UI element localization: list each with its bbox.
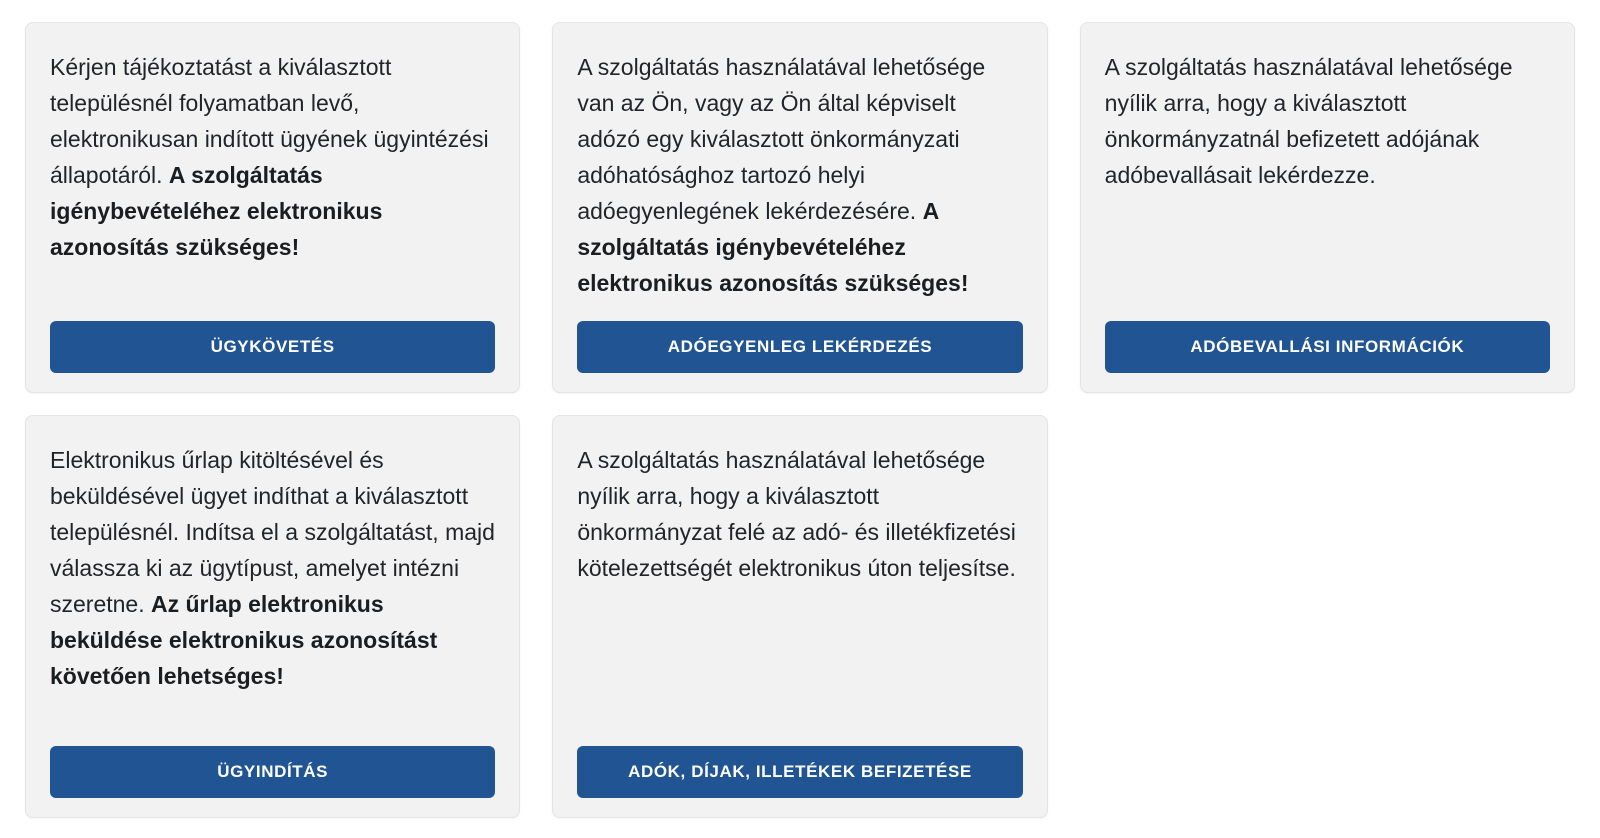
description-bold-text: A szolgáltatás igénybevételéhez elektronikus azonosítás szükséges! bbox=[577, 198, 969, 296]
service-description bbox=[50, 49, 495, 265]
service-description bbox=[1105, 49, 1550, 193]
service-card-adoegyenleg-lekerdezes bbox=[552, 22, 1047, 393]
description-text: Elektronikus űrlap kitöltésével és beküldésével ügyet indíthat a kiválasztott településnél. Indítsa el a szolgáltatást, majd válassza ki az ügytípust, amelyet intézni szeretne. bbox=[50, 447, 495, 617]
description-bold-text: Az űrlap elektronikus beküldése elektronikus azonosítást követően lehetséges! bbox=[50, 591, 438, 689]
description-text: Kérjen tájékoztatást a kiválasztott településnél folyamatban levő, elektronikusan indított ügyének ügyintézési állapotáról. bbox=[50, 54, 489, 188]
service-card-ugyinditas bbox=[25, 415, 520, 818]
adoegyenleg-lekerdezes-button[interactable]: ADÓEGYENLEG LEKÉRDEZÉS bbox=[577, 321, 1022, 373]
adok-dijak-illetekek-befizetese-button[interactable]: ADÓK, DÍJAK, ILLETÉKEK BEFIZETÉSE bbox=[577, 746, 1022, 798]
empty-grid-cell bbox=[1080, 415, 1575, 818]
service-card-adobevallasi-informaciok bbox=[1080, 22, 1575, 393]
description-text: A szolgáltatás használatával lehetősége van az Ön, vagy az Ön által képviselt adózó egy kiválasztott önkormányzati adóhatósághoz tartozó helyi adóegyenlegének lekérdezésére. bbox=[577, 54, 986, 224]
service-description bbox=[577, 49, 1022, 301]
service-description bbox=[577, 442, 1022, 586]
ugyinditas-button[interactable]: ÜGYINDÍTÁS bbox=[50, 746, 495, 798]
ugykovetes-button[interactable]: ÜGYKÖVETÉS bbox=[50, 321, 495, 373]
service-card-adok-dijak-illetekek-befizetese bbox=[552, 415, 1047, 818]
adobevallasi-informaciok-button[interactable]: ADÓBEVALLÁSI INFORMÁCIÓK bbox=[1105, 321, 1550, 373]
description-text: A szolgáltatás használatával lehetősége nyílik arra, hogy a kiválasztott önkormányzat felé az adó- és illetékfizetési kötelezettségét elektronikus úton teljesítse. bbox=[577, 447, 1016, 581]
service-description bbox=[50, 442, 495, 694]
description-text: A szolgáltatás használatával lehetősége nyílik arra, hogy a kiválasztott önkormányzatnál befizetett adójának adóbevallásait lekérdezze. bbox=[1104, 54, 1513, 188]
service-card-ugykovetes bbox=[25, 22, 520, 393]
description-bold-text: A szolgáltatás igénybevételéhez elektronikus azonosítás szükséges! bbox=[50, 162, 383, 260]
